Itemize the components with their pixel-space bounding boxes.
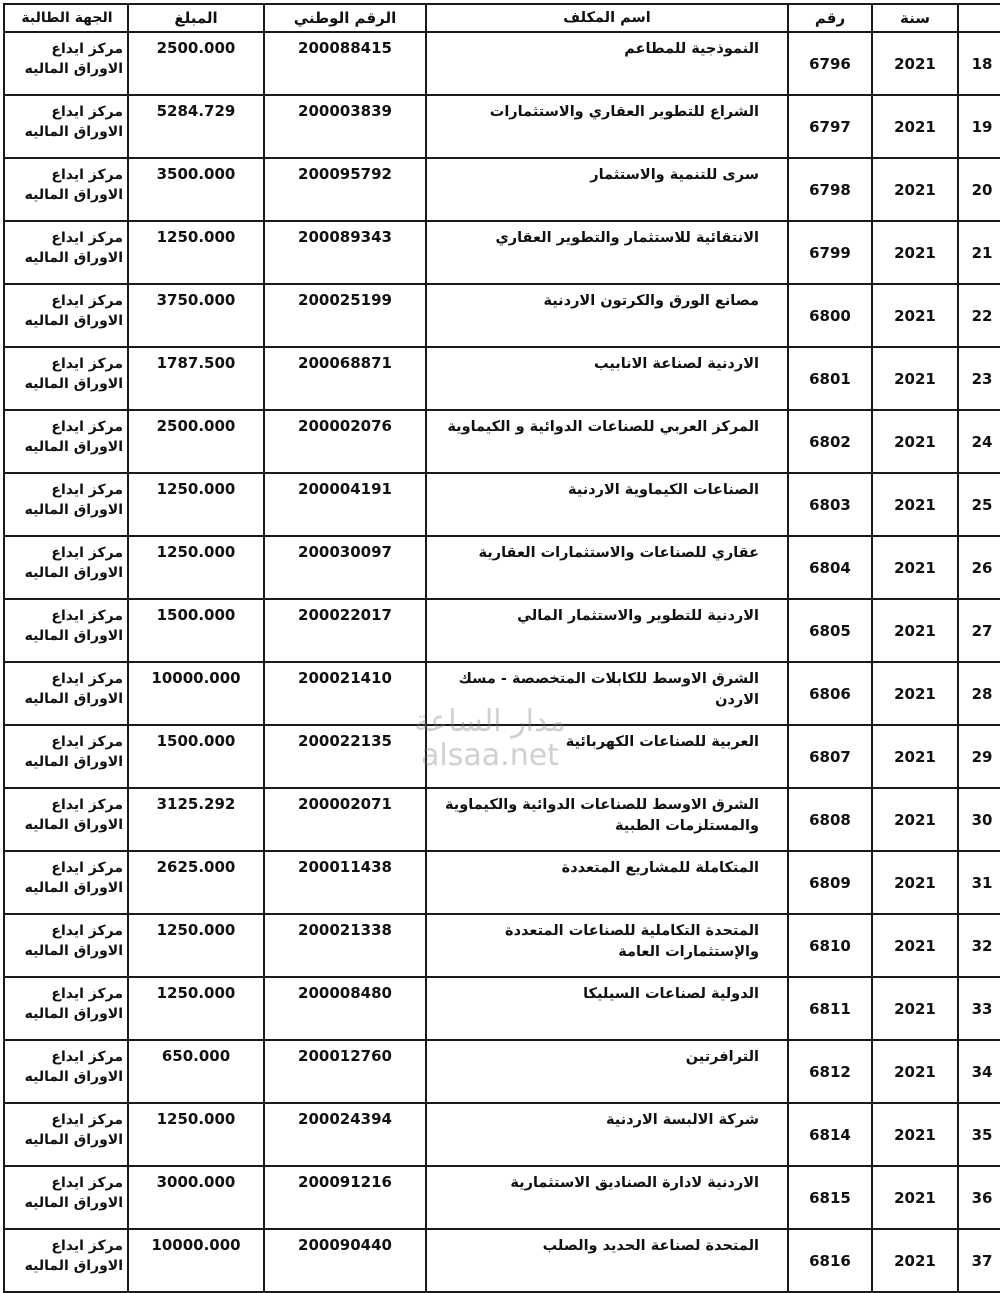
cell-amount: 3750.000 [128,284,264,347]
cell-national-id: 200089343 [264,221,426,284]
cell-amount: 1250.000 [128,914,264,977]
cell-year: 2021 [872,599,958,662]
cell-index: 29 [958,725,1000,788]
cell-national-id: 200002071 [264,788,426,851]
cell-index: 34 [958,1040,1000,1103]
cell-national-id: 200090440 [264,1229,426,1292]
cell-number: 6797 [788,95,872,158]
cell-year: 2021 [872,158,958,221]
cell-number: 6812 [788,1040,872,1103]
cell-authority: مركز ايداع الاوراق الماليه [4,221,128,284]
cell-index: 18 [958,32,1000,95]
cell-number: 6802 [788,410,872,473]
table-row [4,347,1000,410]
table-row [4,95,1000,158]
cell-amount: 3125.292 [128,788,264,851]
cell-national-id: 200088415 [264,32,426,95]
cell-year: 2021 [872,788,958,851]
cell-authority: مركز ايداع الاوراق الماليه [4,662,128,725]
cell-amount: 10000.000 [128,1229,264,1292]
cell-index: 21 [958,221,1000,284]
cell-number: 6811 [788,977,872,1040]
cell-name: الصناعات الكيماوية الاردنية [426,473,788,536]
cell-year: 2021 [872,284,958,347]
cell-authority: مركز ايداع الاوراق الماليه [4,32,128,95]
cell-authority: مركز ايداع الاوراق الماليه [4,473,128,536]
cell-national-id: 200068871 [264,347,426,410]
cell-amount: 1250.000 [128,977,264,1040]
cell-amount: 2500.000 [128,32,264,95]
document-sheet [3,3,997,1274]
cell-national-id: 200022135 [264,725,426,788]
cell-year: 2021 [872,851,958,914]
cell-national-id: 200025199 [264,284,426,347]
cell-national-id: 200021410 [264,662,426,725]
cell-authority: مركز ايداع الاوراق الماليه [4,725,128,788]
cell-year: 2021 [872,1166,958,1229]
cell-national-id: 200011438 [264,851,426,914]
header-national-id: الرقم الوطني [264,4,426,32]
cell-amount: 1500.000 [128,725,264,788]
cell-index: 32 [958,914,1000,977]
cell-authority: مركز ايداع الاوراق الماليه [4,788,128,851]
cell-authority: مركز ايداع الاوراق الماليه [4,914,128,977]
cell-authority: مركز ايداع الاوراق الماليه [4,977,128,1040]
cell-year: 2021 [872,95,958,158]
cell-number: 6796 [788,32,872,95]
cell-number: 6809 [788,851,872,914]
cell-national-id: 200002076 [264,410,426,473]
cell-authority: مركز ايداع الاوراق الماليه [4,158,128,221]
cell-name: الشراع للتطوير العقاري والاستثمارات [426,95,788,158]
cell-number: 6800 [788,284,872,347]
cell-amount: 2500.000 [128,410,264,473]
cell-year: 2021 [872,347,958,410]
cell-authority: مركز ايداع الاوراق الماليه [4,410,128,473]
cell-name: شركة الالبسة الاردنية [426,1103,788,1166]
cell-authority: مركز ايداع الاوراق الماليه [4,1103,128,1166]
cell-amount: 1250.000 [128,536,264,599]
cell-authority: مركز ايداع الاوراق الماليه [4,599,128,662]
cell-number: 6815 [788,1166,872,1229]
cell-name: الاردنية لادارة الصناديق الاستثمارية [426,1166,788,1229]
cell-amount: 2625.000 [128,851,264,914]
cell-name: سرى للتنمية والاستثمار [426,158,788,221]
cell-name: الترافرتين [426,1040,788,1103]
cell-number: 6808 [788,788,872,851]
cell-name: الانتقائية للاستثمار والتطوير العقاري [426,221,788,284]
taxpayer-table [3,3,1000,1293]
cell-national-id: 200091216 [264,1166,426,1229]
cell-name: الدولية لصناعات السيليكا [426,977,788,1040]
cell-number: 6805 [788,599,872,662]
cell-authority: مركز ايداع الاوراق الماليه [4,284,128,347]
cell-index: 23 [958,347,1000,410]
cell-index: 22 [958,284,1000,347]
cell-number: 6816 [788,1229,872,1292]
cell-national-id: 200024394 [264,1103,426,1166]
cell-index: 30 [958,788,1000,851]
table-row [4,725,1000,788]
cell-index: 37 [958,1229,1000,1292]
cell-authority: مركز ايداع الاوراق الماليه [4,1166,128,1229]
cell-index: 19 [958,95,1000,158]
cell-index: 20 [958,158,1000,221]
cell-authority: مركز ايداع الاوراق الماليه [4,851,128,914]
cell-number: 6803 [788,473,872,536]
cell-index: 24 [958,410,1000,473]
cell-year: 2021 [872,410,958,473]
cell-name: العربية للصناعات الكهربائية [426,725,788,788]
table-row [4,914,1000,977]
header-authority: الجهة الطالبة [4,4,128,32]
cell-number: 6804 [788,536,872,599]
cell-name: النموذجية للمطاعم [426,32,788,95]
cell-amount: 3000.000 [128,1166,264,1229]
table-row [4,284,1000,347]
cell-national-id: 200003839 [264,95,426,158]
watermark-url: alsaa.net [421,738,559,773]
table-row [4,1166,1000,1229]
table-row [4,158,1000,221]
cell-national-id: 200021338 [264,914,426,977]
table-row [4,473,1000,536]
watermark-arabic: مدار الساعة [414,704,566,739]
header-index [958,4,1000,32]
table-row [4,221,1000,284]
cell-index: 25 [958,473,1000,536]
cell-index: 27 [958,599,1000,662]
header-year: سنة [872,4,958,32]
table-row [4,977,1000,1040]
cell-national-id: 200095792 [264,158,426,221]
cell-number: 6807 [788,725,872,788]
cell-name: مصانع الورق والكرتون الاردنية [426,284,788,347]
cell-number: 6801 [788,347,872,410]
cell-amount: 1250.000 [128,473,264,536]
cell-number: 6806 [788,662,872,725]
table-row [4,788,1000,851]
cell-year: 2021 [872,1040,958,1103]
table-header-row [4,4,1000,32]
cell-amount: 1250.000 [128,1103,264,1166]
header-amount: المبلغ [128,4,264,32]
cell-number: 6810 [788,914,872,977]
cell-amount: 1787.500 [128,347,264,410]
header-name: اسم المكلف [426,4,788,32]
cell-index: 36 [958,1166,1000,1229]
cell-name: المتحدة لصناعة الحديد والصلب [426,1229,788,1292]
cell-authority: مركز ايداع الاوراق الماليه [4,347,128,410]
cell-year: 2021 [872,32,958,95]
cell-number: 6799 [788,221,872,284]
cell-number: 6798 [788,158,872,221]
cell-name: المتكاملة للمشاريع المتعددة [426,851,788,914]
cell-amount: 1500.000 [128,599,264,662]
cell-year: 2021 [872,221,958,284]
cell-amount: 5284.729 [128,95,264,158]
table-row [4,410,1000,473]
cell-index: 28 [958,662,1000,725]
cell-index: 35 [958,1103,1000,1166]
cell-name: المتحدة التكاملية للصناعات المتعددة والإستثمارات العامة [426,914,788,977]
cell-amount: 10000.000 [128,662,264,725]
cell-year: 2021 [872,662,958,725]
table-row [4,32,1000,95]
cell-name: عقاري للصناعات والاستثمارات العقارية [426,536,788,599]
cell-index: 33 [958,977,1000,1040]
cell-name: الشرق الاوسط للصناعات الدوائية والكيماوية والمستلزمات الطبية [426,788,788,851]
table-row [4,1103,1000,1166]
cell-name: الاردنية للتطوير والاستثمار المالي [426,599,788,662]
cell-amount: 650.000 [128,1040,264,1103]
cell-amount: 3500.000 [128,158,264,221]
cell-year: 2021 [872,536,958,599]
table-row [4,851,1000,914]
cell-number: 6814 [788,1103,872,1166]
cell-amount: 1250.000 [128,221,264,284]
cell-authority: مركز ايداع الاوراق الماليه [4,1040,128,1103]
cell-year: 2021 [872,1103,958,1166]
table-row [4,1040,1000,1103]
cell-authority: مركز ايداع الاوراق الماليه [4,95,128,158]
cell-year: 2021 [872,977,958,1040]
cell-year: 2021 [872,473,958,536]
table-row [4,599,1000,662]
cell-name: الشرق الاوسط للكابلات المتخصصة - مسك الاردن [426,662,788,725]
cell-authority: مركز ايداع الاوراق الماليه [4,1229,128,1292]
cell-year: 2021 [872,914,958,977]
cell-national-id: 200008480 [264,977,426,1040]
cell-name: الاردنية لصناعة الانابيب [426,347,788,410]
cell-index: 26 [958,536,1000,599]
header-number: رقم [788,4,872,32]
cell-year: 2021 [872,1229,958,1292]
cell-index: 31 [958,851,1000,914]
table-row [4,536,1000,599]
table-row [4,1229,1000,1292]
cell-national-id: 200012760 [264,1040,426,1103]
cell-national-id: 200004191 [264,473,426,536]
cell-national-id: 200030097 [264,536,426,599]
table-row [4,662,1000,725]
cell-authority: مركز ايداع الاوراق الماليه [4,536,128,599]
cell-national-id: 200022017 [264,599,426,662]
cell-year: 2021 [872,725,958,788]
cell-name: المركز العربي للصناعات الدوائية و الكيماوية [426,410,788,473]
